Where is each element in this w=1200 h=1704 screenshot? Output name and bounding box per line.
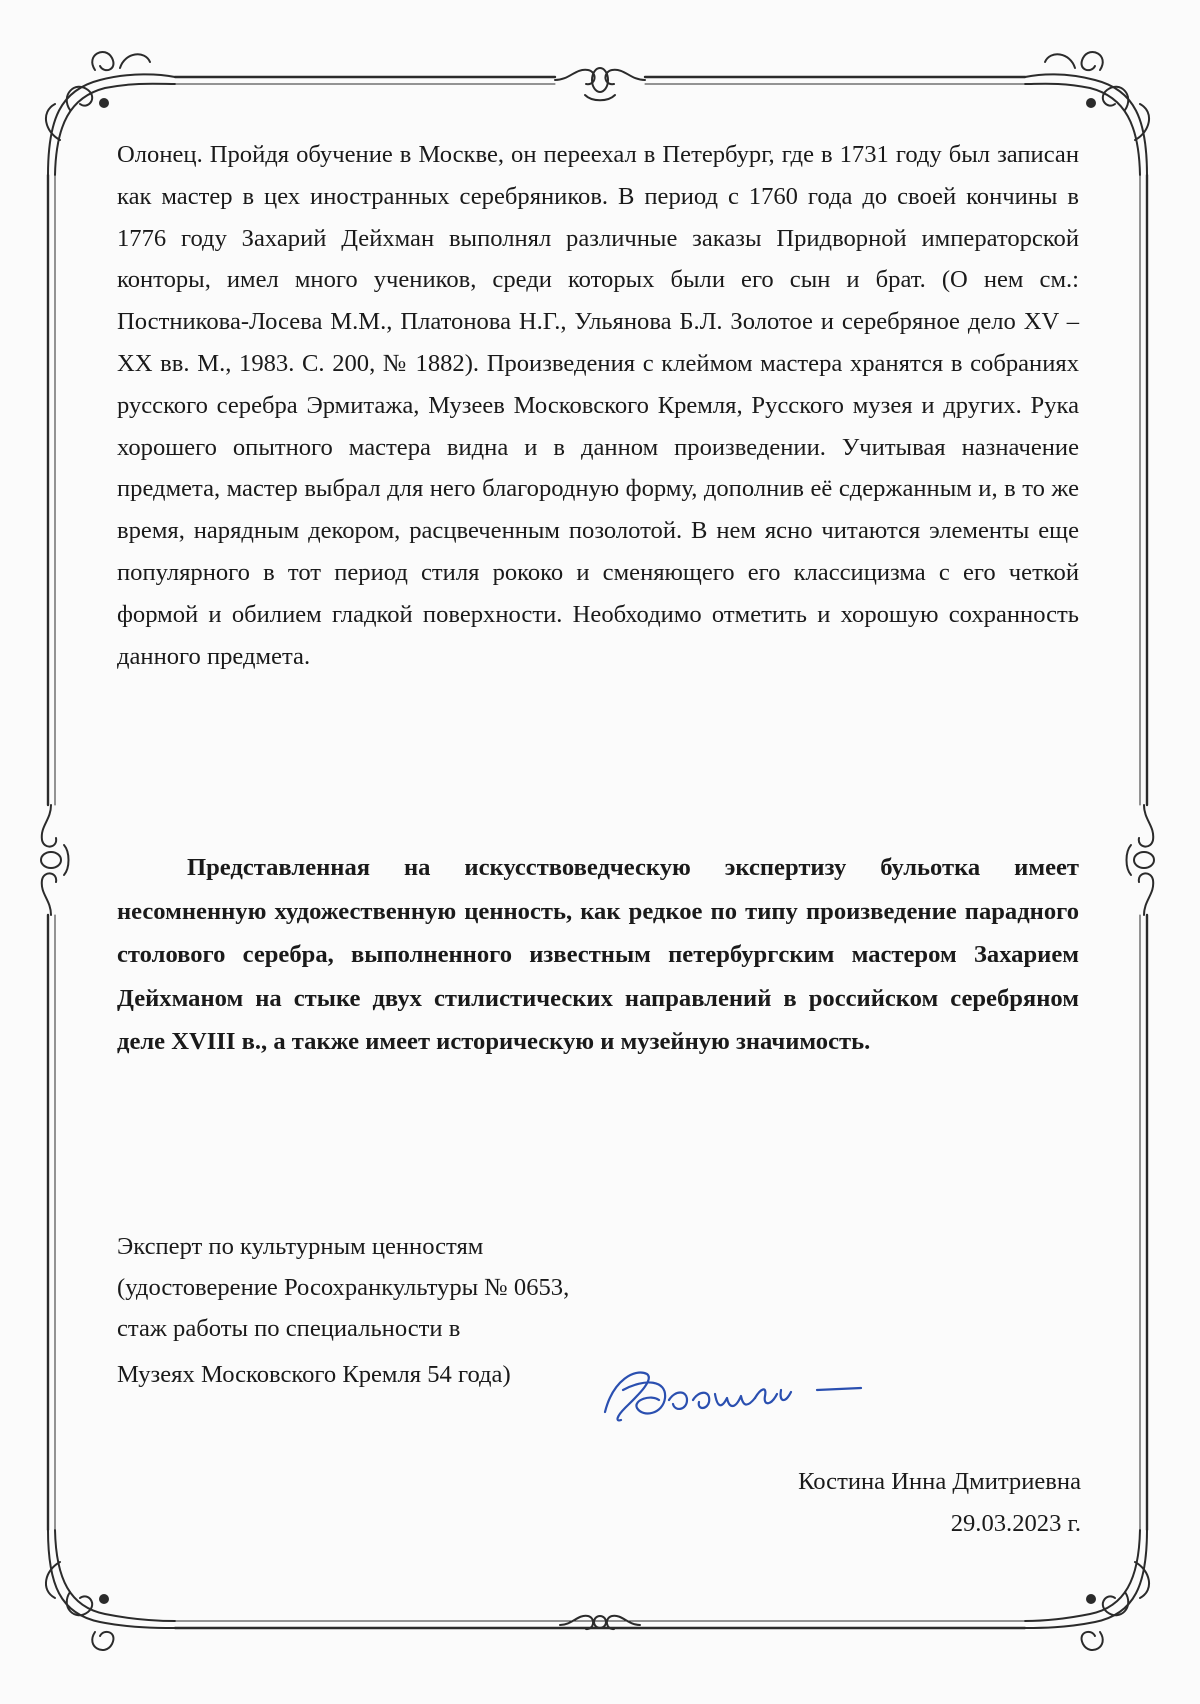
left-middle-ornament	[41, 805, 69, 915]
expert-experience: стаж работы по специальности в	[117, 1315, 461, 1342]
document-date: 29.03.2023 г.	[950, 1510, 1081, 1537]
conclusion-paragraph: Представленная на искусствоведческую экспертизу бульотка имеет несомненную художественную ценность, как редкое по типу произведение парадного столового серебра, выполненного известным петербургским мастером Захарием Дейхманом на стыке двух стилистических направлений в российском серебряном деле XVIII в., а также имеет историческую и музейную значимость.	[117, 854, 1079, 1056]
body-paragraph: Олонец. Пройдя обучение в Москве, он переехал в Петербург, где в 1731 году был записан как мастер в цех иностранных серебряников. В период с 1760 года до своей кончины в 1776 году Захарий Дейхман выполнял различные заказы Придворной императорской конторы, имел много учеников, среди которых были его сын и брат. (О нем см.: Постникова-Лосева М.М., Платонова Н.Г., Ульянова Б.Л. Золотое и серебряное дело XV –XX вв. М., 1983. С. 200, № 1882). Произведения с клеймом мастера хранятся в собраниях русского серебра Эрмитажа, Музеев Московского Кремля, Русского музея и других. Рука хорошего опытного мастера видна и в данном произведении. Учитывая назначение предмета, мастер выбрал для него благородную форму, дополнив её сдержанным и, в то же время, нарядным декором, расцвеченным позолотой. В нем ясно читаются элементы еще популярного в тот период стиля рококо и сменяющего его классицизма с его четкой формой и обилием гладкой поверхности. Необходимо отметить и хорошую сохранность данного предмета.	[117, 141, 1079, 670]
expert-certificate: (удостоверение Росохранкультуры № 0653,	[117, 1274, 570, 1301]
corner-ornament-bottom-right	[1025, 1530, 1149, 1650]
expert-museum: Музеях Московского Кремля 54 года)	[117, 1361, 511, 1388]
expert-title: Эксперт по культурным ценностям	[117, 1233, 484, 1260]
expert-name: Костина Инна Дмитриевна	[798, 1468, 1081, 1495]
right-middle-ornament	[1127, 805, 1155, 915]
corner-ornament-bottom-left	[46, 1530, 175, 1650]
handwritten-signature	[595, 1350, 895, 1440]
top-center-ornament	[555, 68, 645, 100]
